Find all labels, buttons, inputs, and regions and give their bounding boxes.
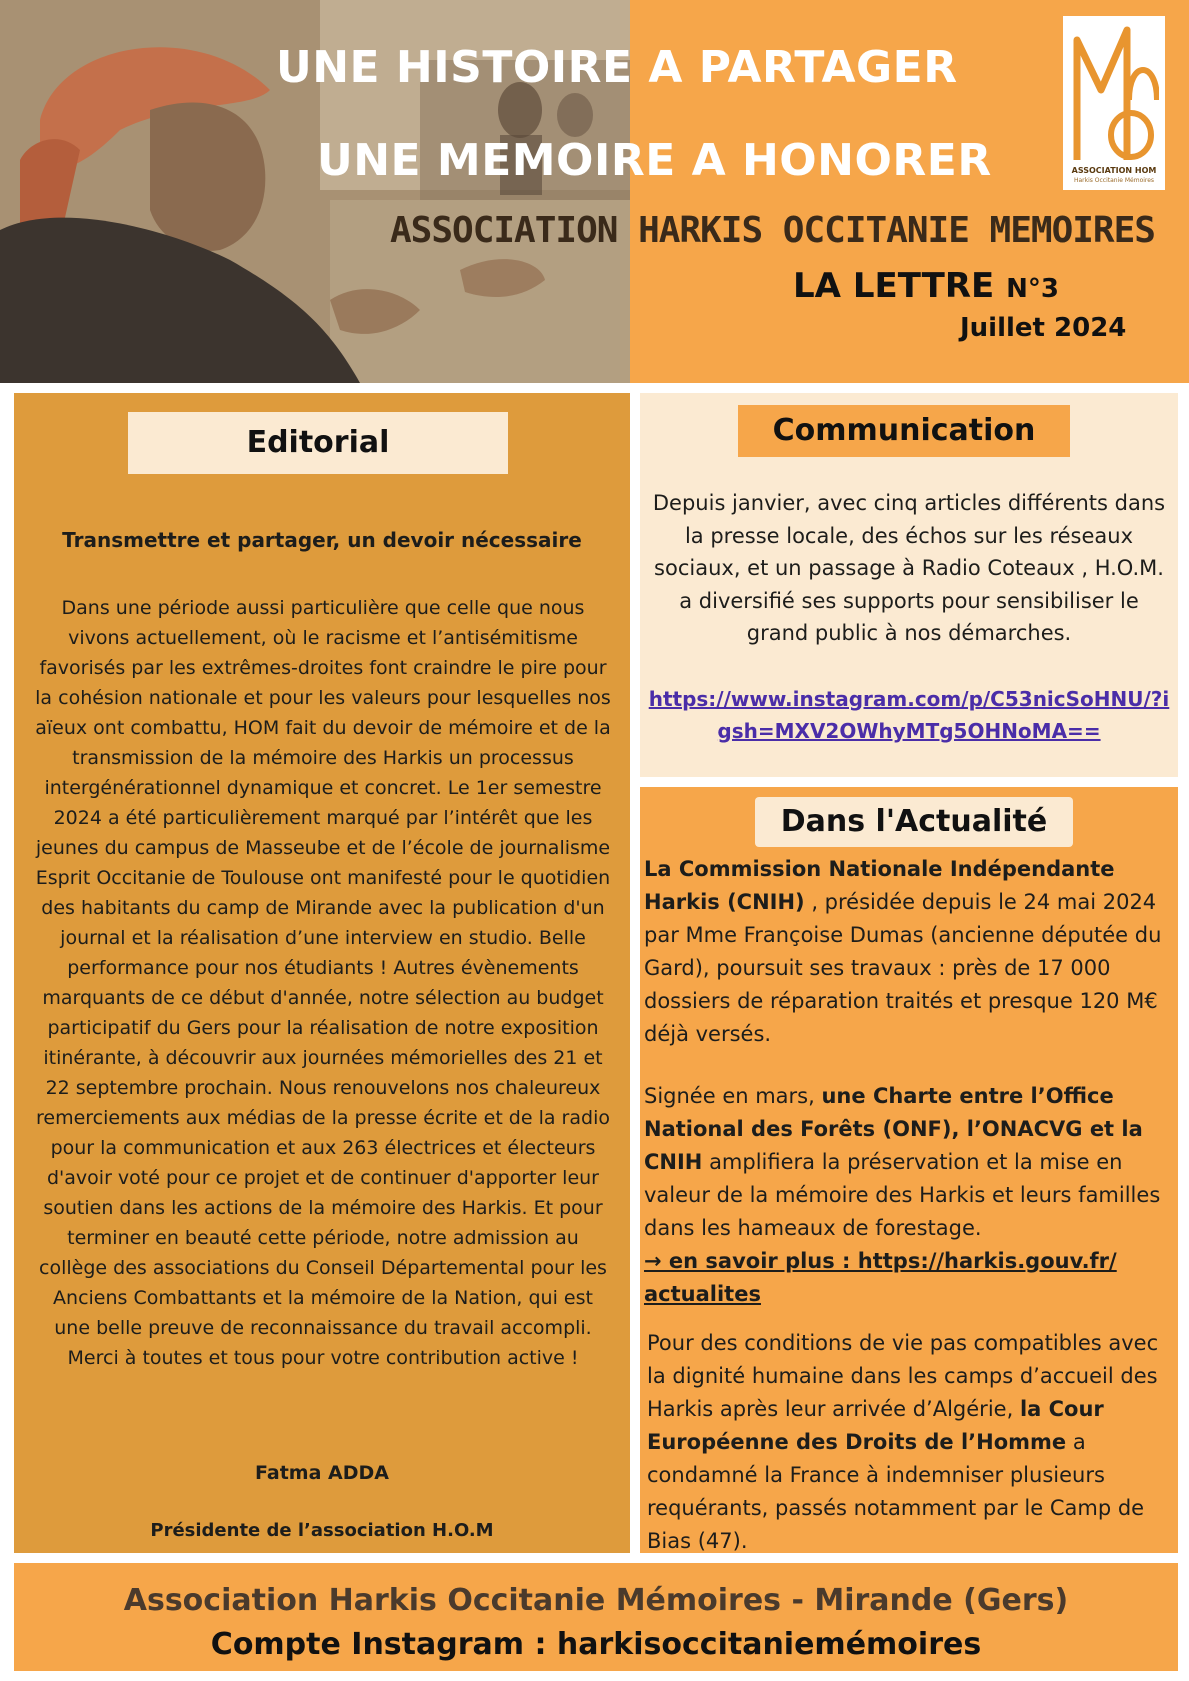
actualite-paragraph-charte (644, 1080, 1174, 1311)
communication-title: Communication (738, 405, 1070, 457)
cnih-text: , présidée depuis le 24 mai 2024 par Mme Françoise Dumas (ancienne députée du Gard), poursuit ses travaux : près de 17 000 dossiers de réparation traités et presque 120 M€ déjà versés. (644, 890, 1162, 1046)
charte-intro: Signée en mars, (644, 1084, 822, 1108)
letter-label-text: LA LETTRE (793, 266, 995, 306)
title-line-2: UNE MEMOIRE A HONORER (317, 135, 992, 186)
actualite-title: Dans l'Actualité (755, 797, 1073, 847)
issue-date: Juillet 2024 (960, 313, 1127, 343)
instagram-link[interactable]: https://www.instagram.com/p/C53nicSoHNU/?igsh=MXV2OWhyMTg5OHNoMA== (648, 687, 1170, 743)
footer-association: Association Harkis Occitanie Mémoires - Mirande (Gers) (123, 1583, 1069, 1618)
editorial-body: Dans une période aussi particulière que celle que nous vivons actuellement, où le racisme et l’antisémitisme favorisés par les extrêmes-droites font craindre le pire pour la cohésion nationale et pour les valeurs pour lesquelles nos aïeux ont combattu, HOM fait du devoir de mémoire et de la transmission de la mémoire des Harkis un processus intergénérationnel dynamique et concret. Le 1er semestre 2024 a été particulièrement marqué par l’intérêt que les jeunes du campus de Masseube et de l’école de journalisme Esprit Occitanie de Toulouse ont manifesté pour le quotidien des habitants du camp de Mirande avec la publication d'un journal et la réalisation d’une interview en studio. Belle performance pour nos étudiants ! Autres évènements marquants de ce début d'année, notre sélection au budget participatif du Gers pour la réalisation de notre exposition itinérante, à découvrir aux journées mémorielles des 21 et 22 septembre prochain. Nous renouvelons nos chaleureux remerciements aux médias de la presse écrite et de la radio pour la communication et aux 263 électrices et électeurs d'avoir voté pour ce projet et de continuer d'apporter leur soutien dans les actions de la mémoire des Harkis. Et pour terminer en beauté cette période, notre admission au collège des associations du Conseil Départemental pour les Anciens Combattants et la mémoire de la Nation, qui est une belle preuve de reconnaissance du travail accompli. Merci à toutes et tous pour votre contribution active ! (35, 597, 611, 1369)
association-logo (1063, 16, 1165, 190)
footer-instagram: Compte Instagram : harkisoccitaniemémoires (210, 1627, 982, 1662)
editorial-section (14, 393, 630, 1553)
charte-text: amplifiera la préservation et la mise en valeur de la mémoire des Harkis et leurs familles dans les hameaux de forestage. (644, 1150, 1161, 1240)
cedh-intro: Pour des conditions de vie pas compatibles avec la dignité humaine dans les camps d’accueil des Harkis après leur arrivée d’Algérie, (647, 1331, 1159, 1421)
logo-subcaption: Harkis Occitanie Mémoires (1073, 177, 1155, 184)
cedh-name: la Cour Européenne des Droits de l’Homme (647, 1397, 1104, 1454)
editorial-heading: Transmettre et partager, un devoir nécessaire (62, 528, 582, 552)
signature-role: Présidente de l’association H.O.M (150, 1520, 494, 1541)
charte-name: une Charte entre l’Office National des Forêts (ONF), l’ONACVG et la CNIH (644, 1084, 1143, 1174)
actualite-paragraph-cedh (647, 1327, 1175, 1558)
cnih-name: La Commission Nationale Indépendante Harkis (CNIH) (644, 857, 1115, 914)
harkis-gouv-link[interactable]: → en savoir plus : https://harkis.gouv.fr/ actualites (644, 1249, 1117, 1306)
letter-number: N°3 (1006, 274, 1059, 304)
logo-caption: ASSOCIATION HOM (1071, 166, 1157, 175)
signature-name: Fatma ADDA (255, 1462, 389, 1484)
letter-label (793, 266, 1059, 306)
header-banner (0, 0, 1189, 383)
title-line-1: UNE HISTOIRE A PARTAGER (276, 42, 958, 93)
association-name: ASSOCIATION HARKIS OCCITANIE MEMOIRES (390, 210, 1155, 251)
communication-body: Depuis janvier, avec cinq articles différents dans la presse locale, des échos sur les réseaux sociaux, et un passage à Radio Coteaux , H.O.M. a diversifié ses supports pour sensibiliser le grand public à nos démarches. (652, 491, 1166, 645)
cedh-text: a condamné la France à indemniser plusieurs requérants, passés notamment par le Camp de Bias (47). (647, 1430, 1145, 1553)
footer-banner (14, 1563, 1178, 1671)
logo-mark-icon (1069, 20, 1159, 166)
communication-section (640, 393, 1178, 777)
editorial-title: Editorial (128, 412, 508, 474)
actualite-paragraph-cnih (644, 853, 1174, 1051)
actualite-section (640, 787, 1178, 1553)
